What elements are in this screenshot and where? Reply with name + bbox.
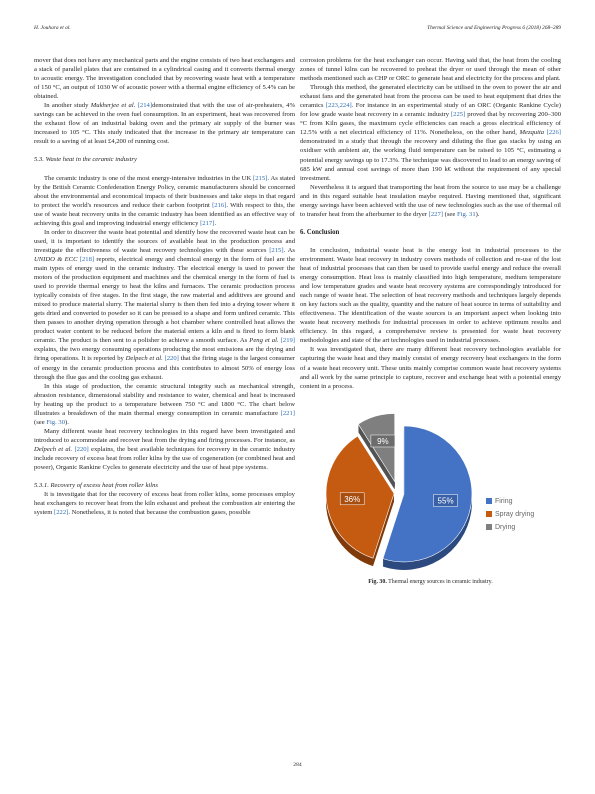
paragraph: Through this method, the generated electricity can be utilised in the oven to power the air and exhaust fans and the generated heat from the process can be used to heat equipment that dries the ceramics [223,224]. For instance in an experimental study of an ORC (Organic Rankine Cycle) for low grade waste heat recovery in a ceramic industry [225] proved that by recovering 200–300 °C from Kiln gases, the maximum cycle efficiencies can reach a gross electrical efficiency of 12.5% with a net electrical efficiency of 11%. Nonetheless, on the other hand, Mezquita [226] demonstrated in a study that through the recovery and diluting the flue gas stacks by using an oxidiser with ambient air, the working fluid temperature can be raised to 105 °C, estimating a potential energy savings up to 17.3%. The technique was discovered to lead to an energy saving of 685 kW and annual cost savings of more than 190 k€ without the requirement of any special investment. bbox=[300, 84, 561, 182]
citation-link[interactable]: [221] bbox=[280, 409, 295, 417]
left-column bbox=[34, 56, 295, 517]
paragraph: Many different waste heat recovery technologies in this regard have been investigated and introduced to accommodate and recover heat from the drying and firing processes. For instance, as Delpech et al. [220] explains, the best available techniques for recovery in the ceramic industry include recovery of excess heat from roller kilns by the use of cogeneration (or combined heat and power), Organic Rankine Cycles to generate electricity and the use of heat pipe systems. bbox=[34, 427, 296, 472]
data-label: 9% bbox=[377, 436, 389, 446]
citation-link[interactable]: [214] bbox=[137, 102, 153, 110]
legend-label: Spray drying bbox=[495, 510, 535, 518]
paragraph: In conclusion, industrial waste heat is the energy lost in industrial processes to the environment. Waste heat recovery in industry covers methods of collection and re-use of the lost heat of industrial processes that can then be used to provide useful energy and reduce the overall energy consumption. Heat loss is mainly classified into high temperature, medium temperature and low temperature grades and waste heat recovery systems are correspondingly introduced for each range of waste heat. The selection of heat recovery methods and techniques largely depends on key factors such as the quality, quantity and the nature of heat source in terms of suitability and effectiveness. The identification of the waste sources is an important aspect when looking into waste heat recovery methods for industrial processes in order to achieve optimum results and efficiency. In this regard, a comprehensive review is presented for waste heat recovery methodologies and state of the art technologies used in industrial processes. bbox=[300, 246, 561, 345]
figure-30 bbox=[300, 401, 561, 576]
paragraph: The ceramic industry is one of the most energy-intensive industries in the UK [215]. As stated by the British Ceramic Confederation Energy Policy, ceramic manufacturers should be concerned about the environmental and economical impacts of their businesses and take steps in that regard to protect the world's resources and reduce their carbon footprint [216]. With respect to this, the use of waste heat recovery units in the ceramic industry has been identified as an effective way of achieving this goal and improving industrial energy efficiency [217]. bbox=[34, 174, 296, 227]
page-number: 284 bbox=[293, 762, 302, 768]
data-label: 36% bbox=[344, 494, 361, 504]
section-heading: 6. Conclusion bbox=[300, 228, 340, 236]
running-header-journal: Thermal Science and Engineering Progress 6 (2018) 268–289 bbox=[427, 25, 561, 31]
figure-link[interactable]: Fig. 31 bbox=[456, 210, 476, 218]
citation-link[interactable]: [220] bbox=[72, 445, 89, 453]
right-column bbox=[300, 56, 561, 587]
citation-link[interactable]: [217] bbox=[200, 219, 215, 227]
citation-link[interactable]: [219] bbox=[278, 337, 296, 345]
legend-swatch bbox=[486, 524, 492, 530]
legend-item bbox=[486, 497, 513, 506]
figure-link[interactable]: Fig. 30 bbox=[46, 418, 66, 426]
citation-link[interactable]: [215] bbox=[253, 174, 268, 182]
citation-link[interactable]: [220] bbox=[162, 355, 179, 363]
paragraph: mover that does not have any mechanical parts and the engine consists of two heat exchangers and a stack of parallel plates that are contained in a cylindrical casing and it converts thermal energy to acoustic energy. The investigation concluded that by recovering waste heat with a temperature of 150 °C, an output of 1030 W of acoustic power with a thermal engine efficiency of 5.4% can be obtained. bbox=[34, 57, 295, 101]
legend-swatch bbox=[486, 511, 492, 517]
legend-label: Firing bbox=[495, 497, 513, 505]
section-heading: 5.3. Waste heat in the ceramic industry bbox=[34, 156, 137, 164]
paragraph: In order to discover the waste heat potential and identify how the recovered waste heat can be used, it is important to identify the sources of available heat in the production process and investigate the effectiveness of waste heat recovery technologies with these sources [215]. As UNIDO & ECC [218] reports, electrical energy and chemical energy in the form of fuel are the main types of energy used in the ceramic industry. The electrical energy is used to power the motors of the production equipment and machines and the chemical energy in the form of fuel is used to provide thermal energy to heat the kilns and furnaces. The ceramic production process typically consists of five stages. In the first stage, the raw material and additives are ground and mixed to produce material slurry. The material slurry is then then fed into a drying tower where it gets dried and converted to powder so it can be pressed to a shape and form unfired ceramic. This then passes to another drying operation through a hot chamber where controlled heat allows the product water content to be reduced before the material enters a kiln and is fired to form blank ceramic. The product is then sent to a polisher to achieve a smooth surface. As Peng et al. [219] explains, the two energy consuming operations producing the most emissions are the drying and firing operations. It is reported by Delpech et al. [220] that the firing stage is the largest consumer of energy in the ceramic production process and this contributes to almost 50% of energy loss through the flue gas and the cooling gas exhaust. bbox=[34, 228, 296, 381]
pie-chart bbox=[300, 401, 561, 576]
citation-link[interactable]: [225] bbox=[450, 111, 466, 119]
subsection-heading: 5.3.1. Recovery of excess heat from roller kilns bbox=[34, 482, 158, 490]
citation-link[interactable]: [215] bbox=[269, 246, 284, 254]
figure-caption: Fig. 30. Thermal energy sources in ceramic industry. bbox=[368, 578, 493, 585]
citation-link[interactable]: [226] bbox=[544, 129, 561, 137]
paragraph: It is investigate that for the recovery of excess heat from roller kilns, some processes employ heat exchangers to recover heat from the kiln exhaust and preheat the combustion air entering the system [222]. Nonetheless, it is noted that because the combustion gases, possible bbox=[34, 491, 295, 517]
citation-link[interactable]: [216] bbox=[212, 201, 227, 209]
paragraph: Nevertheless it is argued that transporting the heat from the source to use may be a challenge and in this regard suitable heat insulation maybe required. Having mentioned that, significant energy savings have been achieved with the use of new technologies such as the use of thermal oil to transfer heat from the afterburner to the dryer [227] (see Fig. 31). bbox=[300, 183, 561, 218]
paragraph: corrosion problems for the heat exchanger can occur. Having said that, the heat from the cooling zones of tunnel kilns can be recovered to preheat the dryer or used through the mean of other methods mentioned such as CHP or ORC to generate heat and electricity for the process and plant. bbox=[300, 57, 561, 83]
paragraph: It was investigated that, there are many different heat recovery technologies available for capturing the waste heat and they mainly consist of energy recovery heat exchangers in the form of a waste heat recovery unit. These units mainly comprise common waste heat recovery systems and all work by the same principle to capture, recover and exchange heat with a potential energy content in a process. bbox=[300, 346, 561, 390]
citation-link[interactable]: [218] bbox=[77, 255, 95, 263]
legend-item bbox=[486, 523, 515, 532]
paragraph: In this stage of production, the ceramic structural integrity such as mechanical strength, abrasion resistance, dimensional stability and resistance to water, chemical and heat is increased by heating up the product to a temperature between 750 °C and 1800 °C. The chart below illustrates a breakdown of the main thermal energy consumption in ceramic manufacture [221] (see Fig. 30). bbox=[34, 382, 295, 426]
running-header-authors: H. Jouhara et al. bbox=[34, 25, 71, 31]
paragraph: In another study Mukherjee et al. [214]demonstrated that with the use of air-preheaters, 4% savings can be achieved in the oven fuel consumption. In an experiment, heat was recovered from the exhaust flow of an industrial baking oven and the primary air supply of the burner was increased to 105 °C. This study indicated that the increase in the primary air temperature can result to a saving of at least £4,200 of running cost. bbox=[34, 102, 295, 146]
citation-link[interactable]: [227] bbox=[428, 210, 443, 218]
citation-link[interactable]: [223,224] bbox=[325, 102, 352, 110]
legend-item bbox=[486, 510, 534, 519]
legend-swatch bbox=[486, 498, 492, 504]
data-label: 55% bbox=[437, 496, 454, 506]
citation-link[interactable]: [222] bbox=[54, 509, 69, 517]
legend-label: Drying bbox=[495, 523, 516, 531]
